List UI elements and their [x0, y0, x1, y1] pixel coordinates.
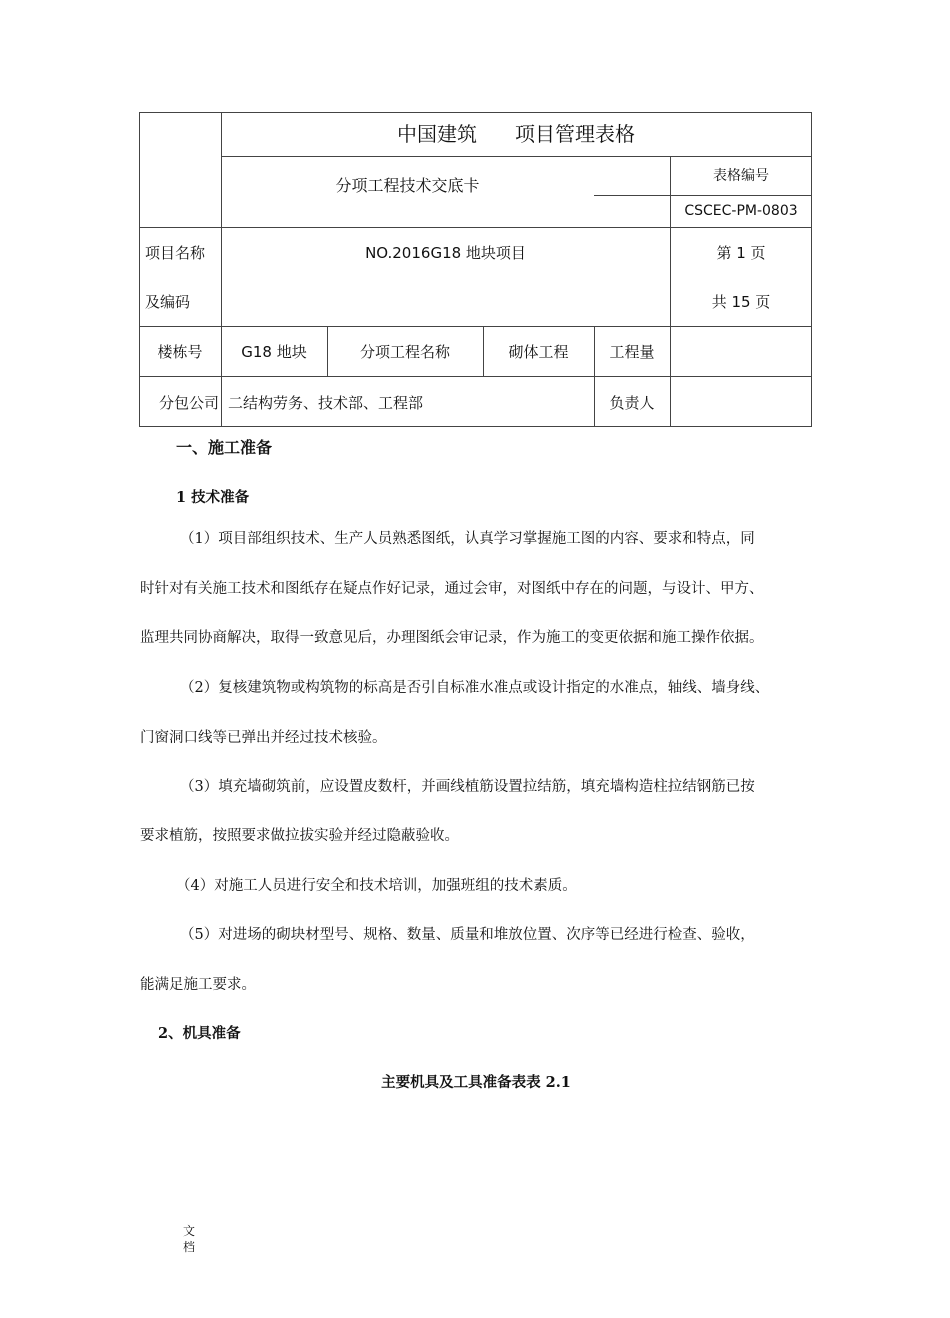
paragraph-2-line-1: （2）复核建筑物或构筑物的标高是否引自标准水准点或设计指定的水准点，轴线、墙身线、 [180, 680, 770, 696]
form-no-label: 表格编号 [713, 168, 769, 184]
paragraph-1-line-1: （1）项目部组织技术、生产人员熟悉图纸，认真学习掌握施工图的内容、要求和特点，同 [180, 531, 755, 547]
page-number: 第 1 页 [716, 244, 766, 262]
paragraph-4-line-1: （4）对施工人员进行安全和技术培训，加强班组的技术素质。 [176, 878, 577, 894]
subsection-heading-1: 1 技术准备 [176, 489, 250, 506]
card-title: 分项工程技术交底卡 [335, 176, 480, 195]
paragraph-3-line-1: （3）填充墙砌筑前，应设置皮数杆，并画线植筋设置拉结筋，填充墙构造柱拉结钢筋已按 [180, 779, 755, 795]
building-label: 楼栋号 [157, 343, 203, 361]
table-line [221, 112, 222, 427]
page-total: 共 15 页 [711, 293, 771, 311]
table-line [139, 376, 812, 377]
table-line [811, 112, 812, 427]
table-line [139, 112, 812, 113]
table-caption: 主要机具及工具准备表表 2.1 [381, 1074, 571, 1091]
paragraph-5-line-2: 能满足施工要求。 [140, 977, 256, 993]
form-title-line [221, 121, 811, 147]
quantity-label: 工程量 [609, 343, 655, 361]
paragraph-1-line-2: 时针对有关施工技术和图纸存在疑点作好记录，通过会审，对图纸中存在的问题，与设计、甲方、 [140, 581, 764, 597]
project-label-2: 及编码 [145, 293, 191, 311]
footer-char-2: 档 [183, 1240, 196, 1254]
table-line [139, 326, 812, 327]
subsection-heading-2: 2、机具准备 [158, 1025, 241, 1042]
table-line [139, 112, 140, 427]
footer-char-1: 文 [183, 1224, 196, 1238]
table-line [139, 227, 812, 228]
subitem-label: 分项工程名称 [359, 343, 450, 361]
subitem-value: 砌体工程 [508, 343, 569, 361]
project-name: NO.2016G18 地块项目 [365, 244, 526, 262]
paragraph-2-line-2: 门窗洞口线等已弹出并经过技术核验。 [140, 730, 387, 746]
subcontractor-label: 分包公司 [158, 394, 219, 412]
responsible-label: 负责人 [609, 394, 655, 412]
form-title: 项目管理表格 [515, 122, 635, 146]
table-line [221, 156, 812, 157]
form-no-value: CSCEC-PM-0803 [684, 203, 798, 219]
subcontractor-value: 二结构劳务、技术部、工程部 [228, 394, 424, 412]
project-label-1: 项目名称 [145, 244, 206, 262]
section-heading-1: 一、施工准备 [176, 438, 273, 457]
company-name: 中国建筑 [397, 122, 477, 146]
paragraph-5-line-1: （5）对进场的砌块材型号、规格、数量、质量和堆放位置、次序等已经进行检查、验收， [180, 927, 755, 943]
paragraph-1-line-3: 监理共同协商解决，取得一致意见后，办理图纸会审记录，作为施工的变更依据和施工操作依据。 [140, 630, 764, 646]
building-value: G18 地块 [241, 343, 307, 361]
paragraph-3-line-2: 要求植筋，按照要求做拉拔实验并经过隐蔽验收。 [140, 828, 459, 844]
table-line [594, 195, 812, 196]
table-line [139, 426, 812, 427]
